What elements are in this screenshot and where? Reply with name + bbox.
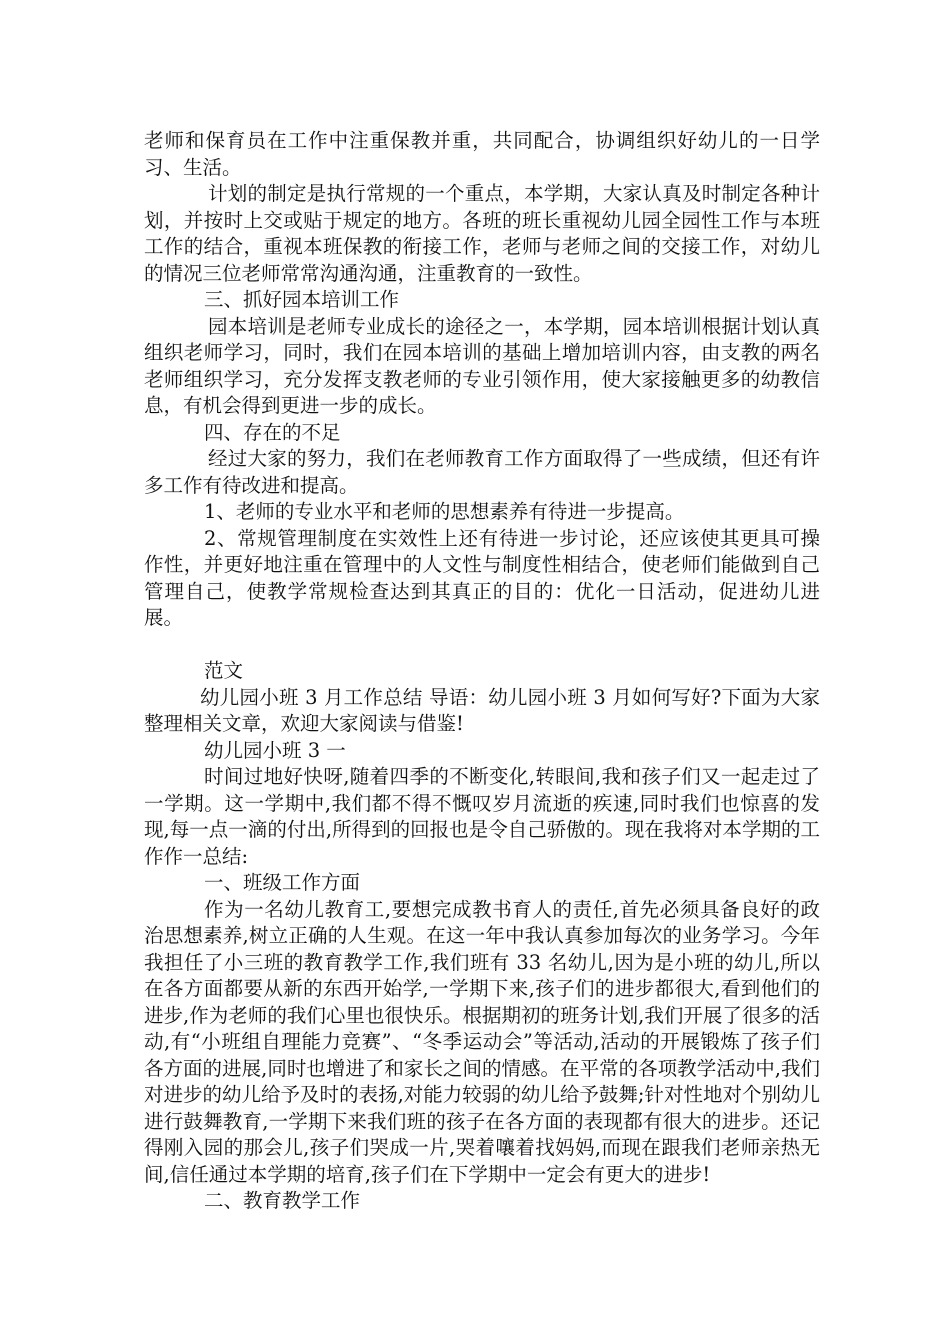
paragraph-planning: 计划的制定是执行常规的一个重点，本学期，大家认真及时制定各种计划，并按时上交或贴于规定的地方。各班的班长重视幼儿园全园性工作与本班工作的结合，重视本班保教的衔接工作，老师与老师之间的交接工作，对幼儿的情况三位老师常常沟通沟通，注重教育的一致性。 xyxy=(144,182,820,285)
paragraph-opening: 时间过地好快呀,随着四季的不断变化,转眼间,我和孩子们又一起走过了一学期。这一学期中,我们都不得不慨叹岁月流逝的疾速,同时我们也惊喜的发现,每一点一滴的付出,所得到的回报也是令自己骄傲的。现在我将对本学期的工作作一总结: xyxy=(144,765,820,868)
blank-line xyxy=(144,632,820,659)
article-title-intro: 幼儿园小班 3 月工作总结 导语：幼儿园小班 3 月如何写好?下面为大家整理相关文章，欢迎大家阅读与借鉴! xyxy=(144,685,820,735)
list-item-1: 1、老师的专业水平和老师的思想素养有待进一步提高。 xyxy=(204,500,685,523)
section-heading-shortcomings: 四、存在的不足 xyxy=(204,420,341,444)
paragraph-shortcomings: 经过大家的努力，我们在老师教育工作方面取得了一些成绩，但还有许多工作有待改进和提高。 xyxy=(144,447,820,497)
paragraph-continued: 老师和保育员在工作中注重保教并重，共同配合，协调组织好幼儿的一日学习、生活。 xyxy=(144,129,820,179)
paragraph-training: 园本培训是老师专业成长的途径之一，本学期，园本培训根据计划认真组织老师学习，同时，我们在园本培训的基础上增加培训内容，由支教的两名老师组织学习，充分发挥支教老师的专业引领作用，使大家接触更多的幼教信息，有机会得到更进一步的成长。 xyxy=(144,314,820,417)
document-body xyxy=(144,128,820,1215)
article-subtitle: 幼儿园小班 3 一 xyxy=(204,738,346,762)
section-heading-training: 三、抓好园本培训工作 xyxy=(204,288,400,311)
section-heading-class-work: 一、班级工作方面 xyxy=(204,871,361,894)
list-item-2: 2、常规管理制度在实效性上还有待进一步讨论，还应该使其更具可操作性，并更好地注重在管理中的人文性与制度性相结合，使老师们能做到自己管理自己，使教学常规检查达到其真正的目的：优化一日活动，促进幼儿进展。 xyxy=(144,526,820,629)
section-heading-teaching: 二、教育教学工作 xyxy=(204,1189,361,1212)
paragraph-class-work: 作为一名幼儿教育工,要想完成教书育人的责任,首先必须具备良好的政治思想素养,树立正确的人生观。在这一年中我认真参加每次的业务学习。今年我担任了小三班的教育教学工作,我们班有 33 名幼儿,因为是小班的幼儿,所以在各方面都要从新的东西开始学,一学期下来,孩子们的进步都很大,看到他们的进步,作为老师的我们心里也很快乐。根据期初的班务计划,我们开展了很多的活动,有“小班组自理能力竞赛”、“冬季运动会”等活动,活动的开展锻炼了孩子们各方面的进展,同时也增进了和家长之间的情感。在平常的各项教学活动中,我们对进步的幼儿给予及时的表扬,对能力较弱的幼儿给予鼓舞;针对性地对个别幼儿进行鼓舞教育,一学期下来我们班的孩子在各方面的表现都有很大的进步。还记得刚入园的那会儿,孩子们哭成一片,哭着嚷着找妈妈,而现在跟我们老师亲热无间,信任通过本学期的培育,孩子们在下学期中一定会有更大的进步! xyxy=(144,897,820,1186)
sample-label: 范文 xyxy=(204,659,244,682)
